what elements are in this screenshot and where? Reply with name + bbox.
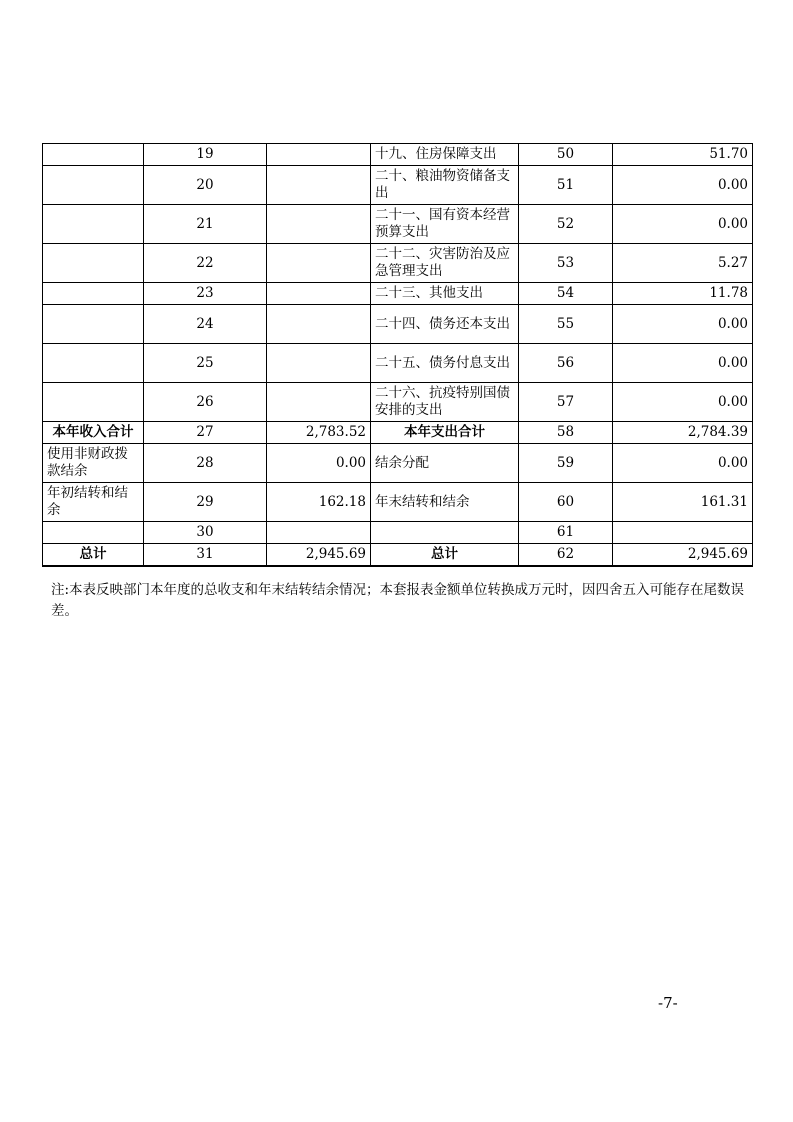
income-line-no-cell: 28 xyxy=(144,444,267,483)
table-row xyxy=(43,283,753,305)
table-row xyxy=(43,205,753,244)
expense-line-no-cell: 55 xyxy=(519,305,613,344)
expense-item-cell: 二十一、国有资本经营预算支出 xyxy=(371,205,519,244)
income-item-cell xyxy=(43,305,144,344)
table-row xyxy=(43,144,753,166)
expense-line-no-cell: 54 xyxy=(519,283,613,305)
income-line-no-cell: 30 xyxy=(144,522,267,544)
expense-amount-cell: 0.00 xyxy=(613,305,753,344)
expense-amount-cell xyxy=(613,522,753,544)
expense-line-no-cell: 61 xyxy=(519,522,613,544)
budget-summary-table xyxy=(42,143,753,567)
expense-amount-cell: 0.00 xyxy=(613,205,753,244)
expense-line-no-cell: 62 xyxy=(519,544,613,566)
expense-amount-cell: 0.00 xyxy=(613,383,753,422)
income-item-cell: 本年收入合计 xyxy=(43,422,144,444)
income-amount-cell xyxy=(267,244,371,283)
expense-item-cell: 二十四、债务还本支出 xyxy=(371,305,519,344)
table-row xyxy=(43,544,753,566)
income-line-no-cell: 22 xyxy=(144,244,267,283)
expense-amount-cell: 0.00 xyxy=(613,444,753,483)
expense-item-cell: 本年支出合计 xyxy=(371,422,519,444)
table-row xyxy=(43,166,753,205)
table-row xyxy=(43,344,753,383)
expense-amount-cell: 11.78 xyxy=(613,283,753,305)
income-item-cell xyxy=(43,166,144,205)
income-amount-cell xyxy=(267,205,371,244)
table-row xyxy=(43,444,753,483)
table-row xyxy=(43,483,753,522)
expense-amount-cell: 5.27 xyxy=(613,244,753,283)
expense-amount-cell: 161.31 xyxy=(613,483,753,522)
income-amount-cell xyxy=(267,283,371,305)
income-line-no-cell: 19 xyxy=(144,144,267,166)
income-amount-cell xyxy=(267,522,371,544)
income-amount-cell xyxy=(267,344,371,383)
income-amount-cell: 2,783.52 xyxy=(267,422,371,444)
income-amount-cell: 0.00 xyxy=(267,444,371,483)
income-line-no-cell: 29 xyxy=(144,483,267,522)
income-amount-cell: 2,945.69 xyxy=(267,544,371,566)
expense-item-cell: 十九、住房保障支出 xyxy=(371,144,519,166)
page-number: -7- xyxy=(658,994,678,1012)
expense-item-cell: 二十五、债务付息支出 xyxy=(371,344,519,383)
income-amount-cell xyxy=(267,144,371,166)
expense-line-no-cell: 58 xyxy=(519,422,613,444)
income-item-cell xyxy=(43,283,144,305)
expense-line-no-cell: 53 xyxy=(519,244,613,283)
income-amount-cell xyxy=(267,305,371,344)
table-footnote: 注:本表反映部门本年度的总收支和年末结转结余情况；本套报表金额单位转换成万元时，因四舍五入可能存在尾数误差。 xyxy=(51,582,745,619)
income-item-cell xyxy=(43,205,144,244)
income-line-no-cell: 23 xyxy=(144,283,267,305)
expense-item-cell: 二十六、抗疫特别国债安排的支出 xyxy=(371,383,519,422)
expense-item-cell xyxy=(371,522,519,544)
expense-line-no-cell: 56 xyxy=(519,344,613,383)
income-line-no-cell: 25 xyxy=(144,344,267,383)
expense-line-no-cell: 51 xyxy=(519,166,613,205)
expense-item-cell: 年末结转和结余 xyxy=(371,483,519,522)
expense-line-no-cell: 60 xyxy=(519,483,613,522)
income-amount-cell: 162.18 xyxy=(267,483,371,522)
income-amount-cell xyxy=(267,383,371,422)
income-line-no-cell: 20 xyxy=(144,166,267,205)
expense-item-cell: 二十二、灾害防治及应急管理支出 xyxy=(371,244,519,283)
income-line-no-cell: 24 xyxy=(144,305,267,344)
income-line-no-cell: 21 xyxy=(144,205,267,244)
income-item-cell xyxy=(43,144,144,166)
table-row xyxy=(43,244,753,283)
expense-amount-cell: 2,945.69 xyxy=(613,544,753,566)
income-item-cell xyxy=(43,522,144,544)
income-item-cell: 总计 xyxy=(43,544,144,566)
expense-item-cell: 二十、粮油物资储备支出 xyxy=(371,166,519,205)
expense-item-cell: 总计 xyxy=(371,544,519,566)
table-row xyxy=(43,522,753,544)
income-item-cell: 年初结转和结余 xyxy=(43,483,144,522)
expense-amount-cell: 51.70 xyxy=(613,144,753,166)
expense-line-no-cell: 50 xyxy=(519,144,613,166)
table-row xyxy=(43,383,753,422)
expense-amount-cell: 2,784.39 xyxy=(613,422,753,444)
income-item-cell xyxy=(43,383,144,422)
income-item-cell xyxy=(43,344,144,383)
expense-amount-cell: 0.00 xyxy=(613,344,753,383)
income-line-no-cell: 27 xyxy=(144,422,267,444)
expense-line-no-cell: 57 xyxy=(519,383,613,422)
income-item-cell: 使用非财政拨款结余 xyxy=(43,444,144,483)
expense-line-no-cell: 59 xyxy=(519,444,613,483)
income-line-no-cell: 26 xyxy=(144,383,267,422)
expense-item-cell: 结余分配 xyxy=(371,444,519,483)
expense-item-cell: 二十三、其他支出 xyxy=(371,283,519,305)
table-row xyxy=(43,305,753,344)
expense-amount-cell: 0.00 xyxy=(613,166,753,205)
expense-line-no-cell: 52 xyxy=(519,205,613,244)
table-row xyxy=(43,422,753,444)
income-item-cell xyxy=(43,244,144,283)
income-line-no-cell: 31 xyxy=(144,544,267,566)
income-amount-cell xyxy=(267,166,371,205)
